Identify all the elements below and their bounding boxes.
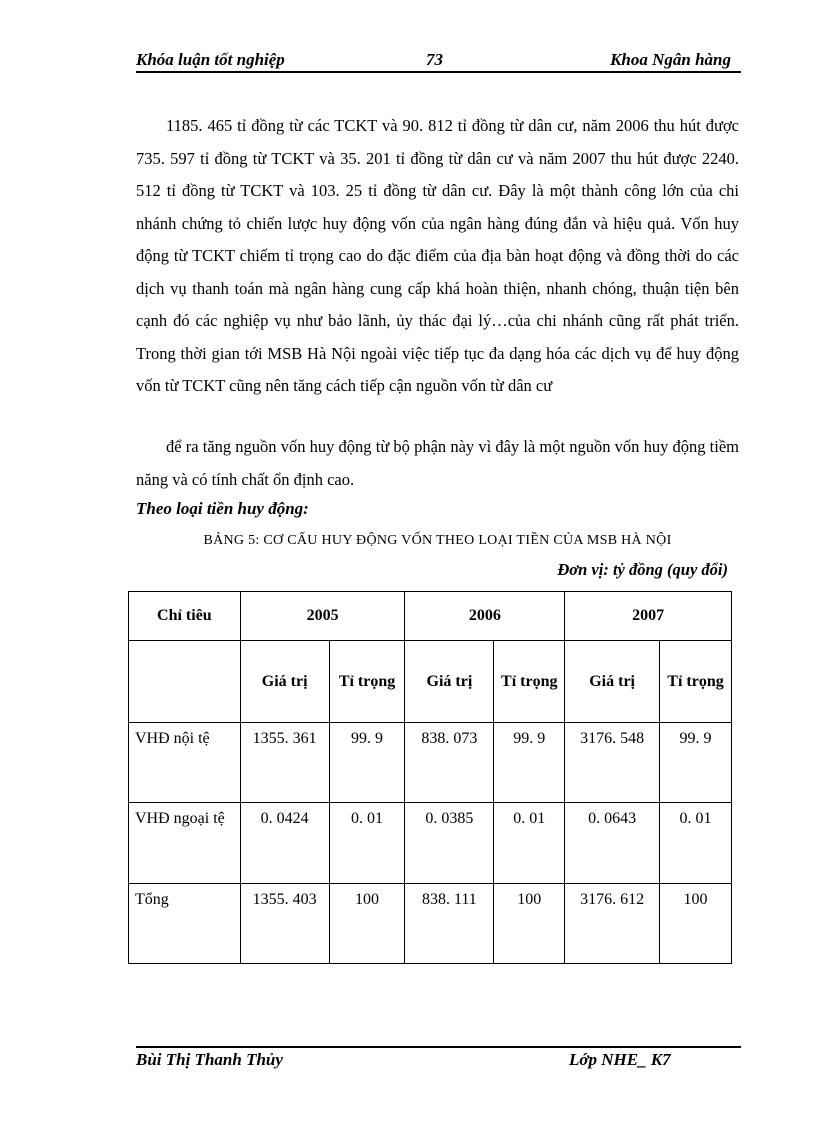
- header-rule: [136, 71, 741, 73]
- header-year-2005: 2005: [240, 592, 405, 641]
- subheader-share-2005: [329, 641, 405, 723]
- header-year-2006: 2006: [405, 592, 565, 641]
- footer-rule: [136, 1046, 741, 1048]
- cell-value-2005: 1355. 361: [240, 723, 329, 803]
- page-number: 73: [426, 50, 443, 69]
- cell-value-2007: 3176. 548: [565, 723, 660, 803]
- subheader-value-2005: Giá trị: [240, 641, 329, 723]
- cell-value-2005: 1355. 403: [240, 884, 329, 964]
- header-faculty: Khoa Ngân hàng: [610, 50, 731, 69]
- footer-author: Bùi Thị Thanh Thủy: [136, 1050, 283, 1069]
- cell-value-2007: 3176. 612: [565, 884, 660, 964]
- header-year-2007: 2007: [565, 592, 732, 641]
- table-header-row: [129, 592, 732, 641]
- table-row: [129, 723, 732, 803]
- body-paragraph-2: để ra tăng nguồn vốn huy động từ bộ phận này vì đây là một nguồn vốn huy động tiềm năng và có tính chất ổn định cao.: [136, 437, 739, 489]
- cell-share-2006: 100: [494, 884, 565, 964]
- cell-value-2006: 838. 111: [405, 884, 494, 964]
- cell-value-2006: 0. 0385: [405, 803, 494, 884]
- body-paragraph-1: 1185. 465 tỉ đồng từ các TCKT và 90. 812 tỉ đồng từ dân cư, năm 2006 thu hút được 735. 597 tỉ đồng từ TCKT và 35. 201 tỉ đồng từ dân cư và năm 2007 thu hút được 2240. 512 tỉ đồng từ TCKT và 103. 25 tỉ đồng từ dân cư. Đây là một thành công lớn của chi nhánh chứng tỏ chiến lược huy động vốn của ngân hàng đúng đắn và hiệu quả. Vốn huy động từ TCKT chiếm tỉ trọng cao do đặc điểm của địa bàn hoạt động và đồng thời do các dịch vụ thanh toán mà ngân hàng cung cấp khá hoàn thiện, nhanh chóng, thuận tiện bên cạnh đó các nghiệp vụ như bảo lãnh, ủy thác đại lý…của chi nhánh cũng rất phát triển. Trong thời gian tới MSB Hà Nội ngoài việc tiếp tục đa dạng hóa các dịch vụ để huy động vốn từ TCKT cũng nên tăng cách tiếp cận nguồn vốn từ dân cư: [136, 116, 739, 395]
- cell-value-2006: 838. 073: [405, 723, 494, 803]
- footer-class: Lớp NHE_ K7: [569, 1050, 671, 1069]
- cell-share-2007: 100: [660, 884, 732, 964]
- cell-value-2007: 0. 0643: [565, 803, 660, 884]
- page-footer: [136, 1050, 741, 1070]
- cell-share-2005: 100: [329, 884, 405, 964]
- cell-share-2007: 0. 01: [660, 803, 732, 884]
- cell-share-2005: 0. 01: [329, 803, 405, 884]
- subheader-empty: [129, 641, 241, 723]
- table-subheader-row: [129, 641, 732, 723]
- table-unit: Đơn vị: tỷ đồng (quy đổi): [557, 560, 728, 579]
- cell-share-2007: 99. 9: [660, 723, 732, 803]
- header-indicator: Chỉ tiêu: [129, 592, 241, 641]
- row-label: Tổng: [129, 884, 241, 964]
- subheader-value-2007: Giá trị: [565, 641, 660, 723]
- cell-value-2005: 0. 0424: [240, 803, 329, 884]
- cell-share-2006: 99. 9: [494, 723, 565, 803]
- cell-share-2006: 0. 01: [494, 803, 565, 884]
- page-header: [136, 50, 741, 72]
- table-row: [129, 803, 732, 884]
- subheader-share-2007: [660, 641, 732, 723]
- subheader-share-2006: [494, 641, 565, 723]
- subheader-share-2007-text: Tỉ trọng: [667, 672, 724, 690]
- row-label: VHĐ nội tệ: [129, 723, 241, 803]
- subheader-share-2005-text: Tỉ trọng: [338, 672, 396, 690]
- table-caption: BẢNG 5: CƠ CẤU HUY ĐỘNG VỐN THEO LOẠI TIỀN CỦA MSB HÀ NỘI: [203, 533, 672, 548]
- section-title: Theo loại tiền huy động:: [136, 499, 309, 518]
- row-label: VHĐ ngoại tệ: [129, 803, 241, 884]
- subheader-value-2006: Giá trị: [405, 641, 494, 723]
- subheader-share-2006-text: Tỉ trọng: [501, 672, 558, 690]
- header-thesis-title: Khóa luận tốt nghiệp: [136, 50, 285, 69]
- table-row: [129, 884, 732, 964]
- capital-structure-table: [128, 591, 732, 964]
- cell-share-2005: 99. 9: [329, 723, 405, 803]
